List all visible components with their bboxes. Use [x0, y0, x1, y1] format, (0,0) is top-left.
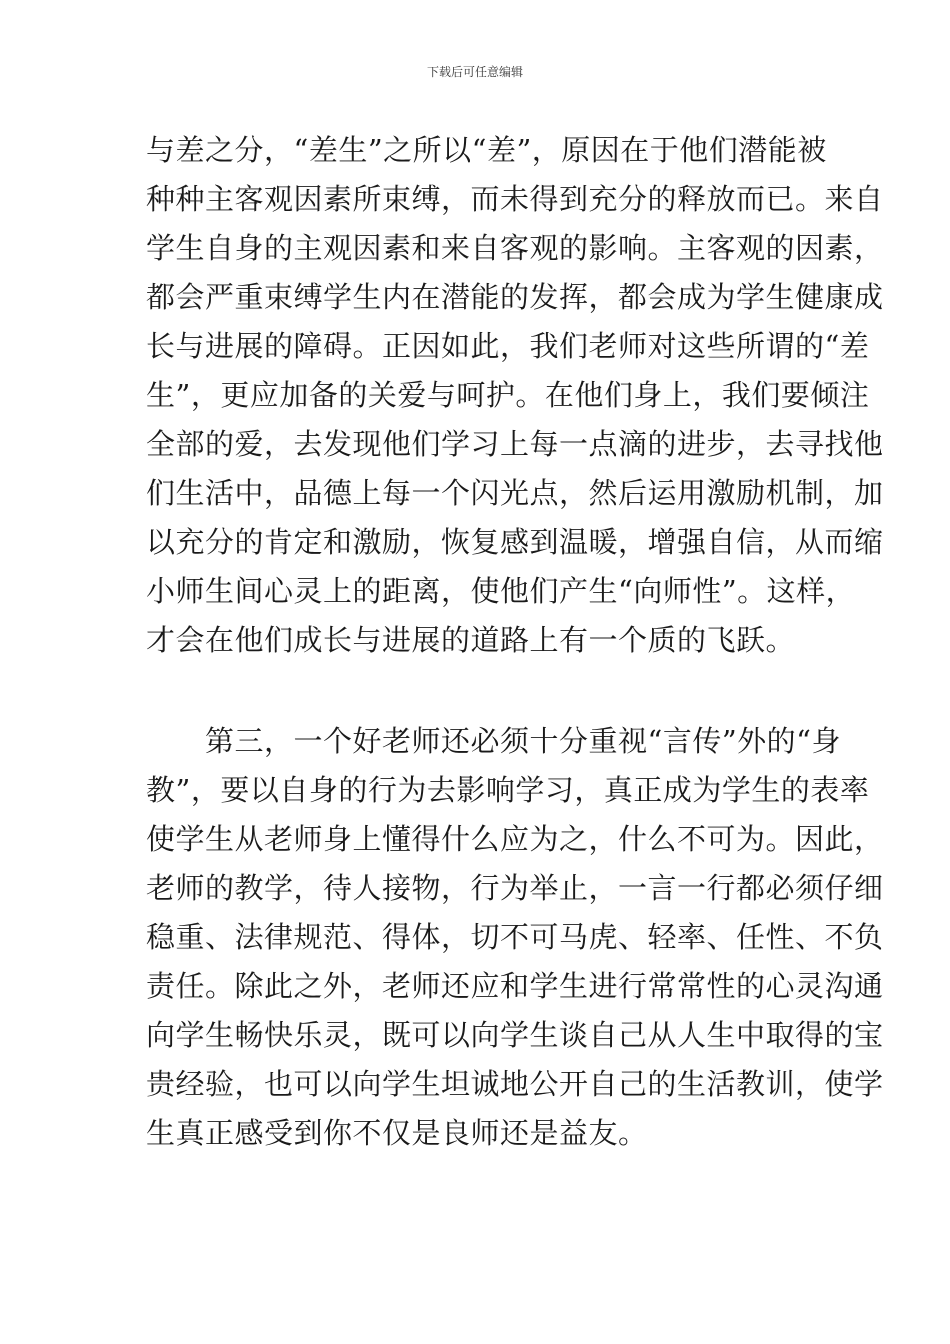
text-line: 教”，要以自身的行为去影响学习，真正成为学生的表率	[146, 773, 870, 807]
text-line: 生”，更应加备的关爱与呵护。在他们身上，我们要倾注	[146, 378, 870, 412]
text-line: 们生活中，品德上每一个闪光点，然后运用激励机制，加	[146, 476, 884, 510]
text-line: 与差之分，“差生”之所以“差”，原因在于他们潜能被	[146, 133, 827, 167]
text-line: 长与进展的障碍。正因如此，我们老师对这些所谓的“差	[146, 329, 870, 363]
text-line: 才会在他们成长与进展的道路上有一个质的飞跃。	[146, 623, 796, 657]
text-line: 生真正感受到你不仅是良师还是益友。	[146, 1116, 648, 1150]
page-header-note: 下载后可任意编辑	[426, 65, 523, 79]
text-line: 向学生畅快乐灵，既可以向学生谈自己从人生中取得的宝	[146, 1018, 884, 1052]
text-line: 种种主客观因素所束缚，而未得到充分的释放而已。来自	[146, 182, 884, 216]
paragraph-text	[146, 717, 884, 1158]
paragraph-1	[146, 126, 884, 665]
paragraph-text	[146, 126, 884, 665]
text-line: 稳重、法律规范、得体，切不可马虎、轻率、任性、不负	[146, 920, 884, 954]
text-line: 小师生间心灵上的距离，使他们产生“向师性”。这样，	[146, 574, 856, 608]
text-line: 责任。除此之外，老师还应和学生进行常常性的心灵沟通	[146, 969, 884, 1003]
text-line: 全部的爱，去发现他们学习上每一点滴的进步，去寻找他	[146, 427, 884, 461]
text-line: 使学生从老师身上懂得什么应为之，什么不可为。因此，	[146, 822, 884, 856]
text-line: 贵经验，也可以向学生坦诚地公开自己的生活教训，使学	[146, 1067, 884, 1101]
text-line: 第三，一个好老师还必须十分重视“言传”外的“身	[146, 724, 841, 758]
text-line: 都会严重束缚学生内在潜能的发挥，都会成为学生健康成	[146, 280, 884, 314]
text-line: 学生自身的主观因素和来自客观的影响。主客观的因素，	[146, 231, 884, 265]
text-line: 以充分的肯定和激励，恢复感到温暖，增强自信，从而缩	[146, 525, 884, 559]
paragraph-2	[146, 717, 884, 1158]
text-line: 老师的教学，待人接物，行为举止，一言一行都必须仔细	[146, 871, 884, 905]
